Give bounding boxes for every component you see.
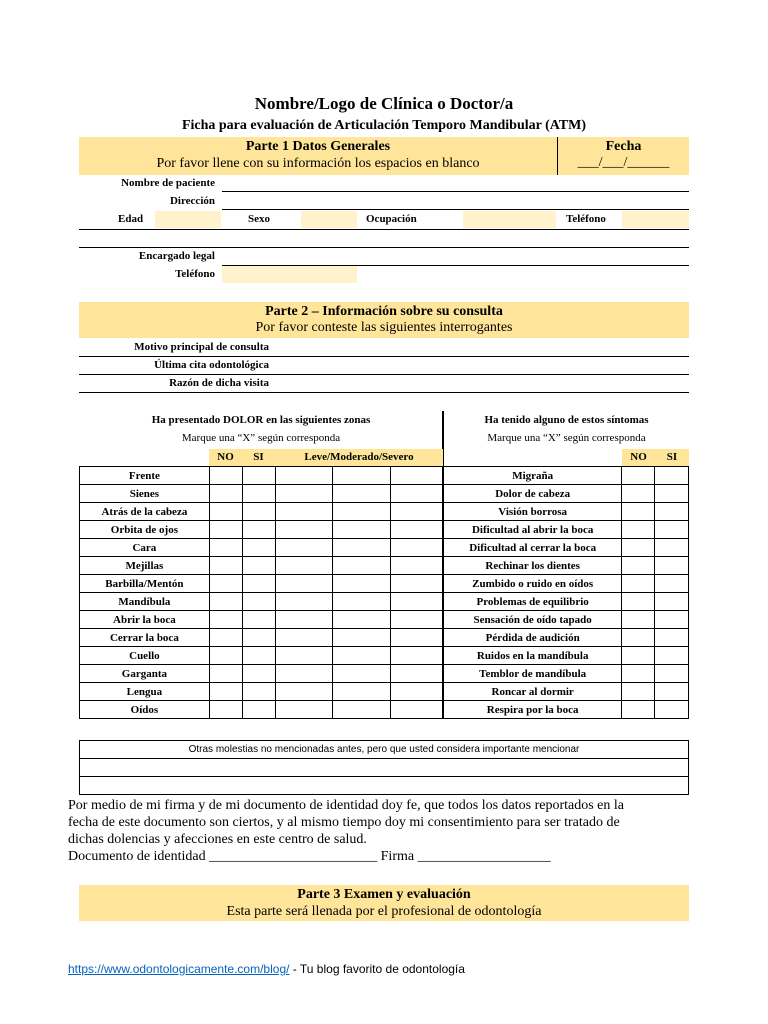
patient-name-field[interactable]: [222, 191, 689, 192]
pain-row: [80, 575, 443, 593]
symptom-no-checkbox[interactable]: [622, 485, 655, 503]
pain-row: [80, 665, 443, 683]
pain-si-checkbox[interactable]: [242, 521, 275, 539]
pain-leve-cell[interactable]: [275, 575, 333, 593]
pain-col-severity: Leve/Moderado/Severo: [304, 451, 414, 463]
pain-moderado-cell[interactable]: [333, 647, 391, 665]
pain-table: [79, 466, 443, 719]
symptom-row: [444, 611, 689, 629]
symptom-si-checkbox[interactable]: [655, 485, 689, 503]
pain-row: [80, 521, 443, 539]
part3-heading: Parte 3 Examen y evaluación: [297, 887, 471, 902]
symptom-row: [444, 485, 689, 503]
pain-no-checkbox[interactable]: [209, 647, 242, 665]
symptom-label: Problemas de equilibrio: [444, 593, 622, 611]
part1-instruction: Por favor llene con su información los espacios en blanco: [156, 156, 480, 171]
other-complaints-header-row: [80, 741, 689, 759]
symptom-row: [444, 665, 689, 683]
pain-zone-label: Atrás de la cabeza: [80, 503, 210, 521]
pain-moderado-cell[interactable]: [333, 683, 391, 701]
pain-moderado-cell[interactable]: [333, 629, 391, 647]
question-visit-reason-label: Razón de dicha visita: [169, 377, 269, 389]
symptom-no-checkbox[interactable]: [622, 503, 655, 521]
pain-moderado-cell[interactable]: [333, 467, 391, 485]
pain-si-checkbox[interactable]: [242, 683, 275, 701]
pain-severo-cell[interactable]: [391, 539, 443, 557]
pain-moderado-cell[interactable]: [333, 485, 391, 503]
symptom-label: Rechinar los dientes: [444, 557, 622, 575]
pain-leve-cell[interactable]: [275, 647, 333, 665]
symptom-label: Respira por la boca: [444, 701, 622, 719]
symptom-no-checkbox[interactable]: [622, 647, 655, 665]
pain-leve-cell[interactable]: [275, 611, 333, 629]
id-document-field[interactable]: Documento de identidad ________________________: [68, 849, 378, 864]
pain-moderado-cell[interactable]: [333, 593, 391, 611]
pain-no-checkbox[interactable]: [209, 701, 242, 719]
symptom-label: Dificultad al cerrar la boca: [444, 539, 622, 557]
pain-no-checkbox[interactable]: [209, 557, 242, 575]
occupation-label: Ocupación: [366, 213, 417, 225]
symptom-row: [444, 557, 689, 575]
pain-severo-cell[interactable]: [391, 647, 443, 665]
symptoms-col-no: NO: [630, 451, 647, 463]
pain-severo-cell[interactable]: [391, 629, 443, 647]
pain-col-headers: [209, 449, 443, 466]
symptom-si-checkbox[interactable]: [655, 503, 689, 521]
part3-header: [79, 885, 689, 921]
symptom-row: [444, 521, 689, 539]
pain-zone-label: Sienes: [80, 485, 210, 503]
pain-row: [80, 683, 443, 701]
signature-field[interactable]: Firma ___________________: [380, 849, 551, 864]
pain-severo-cell[interactable]: [391, 593, 443, 611]
symptom-si-checkbox[interactable]: [655, 575, 689, 593]
symptom-label: Temblor de mandíbula: [444, 665, 622, 683]
symptom-no-checkbox[interactable]: [622, 683, 655, 701]
pain-severo-cell[interactable]: [391, 503, 443, 521]
symptom-si-checkbox[interactable]: [655, 521, 689, 539]
pain-no-checkbox[interactable]: [209, 503, 242, 521]
symptoms-mark: Marque una “X” según corresponda: [487, 432, 646, 444]
symptom-no-checkbox[interactable]: [622, 665, 655, 683]
pain-si-checkbox[interactable]: [242, 503, 275, 521]
pain-leve-cell[interactable]: [275, 503, 333, 521]
symptom-label: Visión borrosa: [444, 503, 622, 521]
part1-header: [79, 137, 689, 175]
pain-leve-cell[interactable]: [275, 593, 333, 611]
pain-row: [80, 539, 443, 557]
pain-zone-label: Mejillas: [80, 557, 210, 575]
pain-zone-label: Mandíbula: [80, 593, 210, 611]
symptom-row: [444, 683, 689, 701]
pain-row: [80, 593, 443, 611]
address-field[interactable]: [222, 209, 689, 210]
date-label: Fecha: [605, 139, 642, 154]
pain-no-checkbox[interactable]: [209, 611, 242, 629]
symptom-label: Ruidos en la mandíbula: [444, 647, 622, 665]
age-label: Edad: [118, 213, 144, 225]
pain-moderado-cell[interactable]: [333, 701, 391, 719]
symptom-si-checkbox[interactable]: [655, 665, 689, 683]
pain-zone-label: Frente: [80, 467, 210, 485]
pain-si-checkbox[interactable]: [242, 611, 275, 629]
pain-severo-cell[interactable]: [391, 701, 443, 719]
symptom-row: [444, 593, 689, 611]
symptom-no-checkbox[interactable]: [622, 701, 655, 719]
pain-zone-label: Abrir la boca: [80, 611, 210, 629]
part1-heading: Parte 1 Datos Generales: [245, 139, 391, 154]
occupation-field[interactable]: [463, 211, 556, 228]
pain-leve-cell[interactable]: [275, 629, 333, 647]
symptom-si-checkbox[interactable]: [655, 593, 689, 611]
symptom-label: Dolor de cabeza: [444, 485, 622, 503]
pain-no-checkbox[interactable]: [209, 539, 242, 557]
pain-row: [80, 503, 443, 521]
pain-row: [80, 467, 443, 485]
question-last-visit-label: Última cita odontológica: [154, 359, 269, 371]
pain-si-checkbox[interactable]: [242, 557, 275, 575]
symptom-row: [444, 629, 689, 647]
pain-severo-cell[interactable]: [391, 665, 443, 683]
row-line: [79, 229, 689, 230]
pain-row: [80, 647, 443, 665]
symptom-row: [444, 467, 689, 485]
pain-zone-label: Barbilla/Mentón: [80, 575, 210, 593]
part3-instruction: Esta parte será llenada por el profesional de odontología: [226, 904, 542, 919]
address-label: Dirección: [169, 195, 215, 207]
symptom-si-checkbox[interactable]: [655, 557, 689, 575]
other-complaints-cell[interactable]: [80, 777, 689, 795]
pain-severo-cell[interactable]: [391, 611, 443, 629]
pain-zone-label: Lengua: [80, 683, 210, 701]
pain-col-no: NO: [217, 451, 234, 463]
symptom-row: [444, 539, 689, 557]
pain-row: [80, 485, 443, 503]
symptom-si-checkbox[interactable]: [655, 701, 689, 719]
pain-row: [80, 629, 443, 647]
pain-row: [80, 557, 443, 575]
pain-zone-label: Garganta: [80, 665, 210, 683]
symptom-no-checkbox[interactable]: [622, 629, 655, 647]
pain-si-checkbox[interactable]: [242, 665, 275, 683]
symptom-si-checkbox[interactable]: [655, 611, 689, 629]
pain-moderado-cell[interactable]: [333, 557, 391, 575]
pain-moderado-cell[interactable]: [333, 665, 391, 683]
patient-name-label: Nombre de paciente: [121, 177, 215, 189]
sex-field[interactable]: [301, 211, 357, 228]
part2-heading: Parte 2 – Información sobre su consulta: [265, 304, 503, 319]
pain-leve-cell[interactable]: [275, 485, 333, 503]
pain-leve-cell[interactable]: [275, 701, 333, 719]
symptoms-table: [443, 466, 689, 719]
pain-moderado-cell[interactable]: [333, 539, 391, 557]
pain-severo-cell[interactable]: [391, 485, 443, 503]
other-complaints-table: [79, 740, 689, 795]
other-complaints-row[interactable]: [80, 759, 689, 777]
pain-si-checkbox[interactable]: [242, 647, 275, 665]
footer: [68, 962, 465, 976]
question-last-visit-field[interactable]: [79, 374, 689, 375]
pain-table-body: [80, 467, 443, 719]
guardian-phone-field[interactable]: [222, 266, 357, 283]
other-complaints-cell[interactable]: [80, 759, 689, 777]
age-field[interactable]: [155, 211, 221, 228]
question-reason-field[interactable]: [79, 356, 689, 357]
pain-severo-cell[interactable]: [391, 683, 443, 701]
pain-no-checkbox[interactable]: [209, 521, 242, 539]
symptom-row: [444, 701, 689, 719]
symptom-label: Migraña: [444, 467, 622, 485]
symptom-row: [444, 575, 689, 593]
question-visit-reason-field[interactable]: [79, 392, 689, 393]
pain-si-checkbox[interactable]: [242, 701, 275, 719]
pain-severo-cell[interactable]: [391, 575, 443, 593]
symptom-si-checkbox[interactable]: [655, 629, 689, 647]
blog-tagline: - Tu blog favorito de odontología: [289, 962, 465, 976]
pain-leve-cell[interactable]: [275, 521, 333, 539]
date-field[interactable]: ___/___/______: [577, 155, 670, 170]
pain-no-checkbox[interactable]: [209, 665, 242, 683]
symptom-no-checkbox[interactable]: [622, 593, 655, 611]
pain-no-checkbox[interactable]: [209, 593, 242, 611]
pain-no-checkbox[interactable]: [209, 575, 242, 593]
phone-field[interactable]: [622, 211, 689, 228]
pain-si-checkbox[interactable]: [242, 575, 275, 593]
pain-si-checkbox[interactable]: [242, 629, 275, 647]
pain-moderado-cell[interactable]: [333, 503, 391, 521]
pain-zone-label: Orbita de ojos: [80, 521, 210, 539]
pain-leve-cell[interactable]: [275, 467, 333, 485]
phone-label: Teléfono: [566, 213, 606, 225]
symptoms-title: Ha tenido alguno de estos síntomas: [484, 414, 649, 426]
pain-severo-cell[interactable]: [391, 521, 443, 539]
symptom-label: Pérdida de audición: [444, 629, 622, 647]
pain-si-checkbox[interactable]: [242, 539, 275, 557]
part2-instruction: Por favor conteste las siguientes interrogantes: [255, 320, 513, 335]
blog-link[interactable]: https://www.odontologicamente.com/blog/: [68, 962, 290, 976]
symptoms-col-si: SI: [666, 451, 678, 463]
symptom-no-checkbox[interactable]: [622, 575, 655, 593]
signature-row: [68, 848, 624, 865]
pain-leve-cell[interactable]: [275, 665, 333, 683]
symptom-si-checkbox[interactable]: [655, 647, 689, 665]
consent-line: Por medio de mi firma y de mi documento de identidad doy fe, que todos los datos reportados en la: [68, 798, 624, 813]
pain-mark: Marque una “X” según corresponda: [181, 432, 341, 444]
symptom-row: [444, 647, 689, 665]
consent-line: fecha de este documento son ciertos, y al mismo tiempo doy mi consentimiento para ser tratado de: [68, 815, 620, 830]
pain-col-si: SI: [253, 451, 264, 463]
question-reason-label: Motivo principal de consulta: [134, 341, 269, 353]
symptom-label: Sensación de oído tapado: [444, 611, 622, 629]
pain-no-checkbox[interactable]: [209, 683, 242, 701]
pain-si-checkbox[interactable]: [242, 467, 275, 485]
pain-zone-label: Cara: [80, 539, 210, 557]
pain-zone-label: Cerrar la boca: [80, 629, 210, 647]
pain-severo-cell[interactable]: [391, 557, 443, 575]
consent-line: dichas dolencias y afecciones en este centro de salud.: [68, 832, 367, 847]
symptoms-col-headers: [622, 449, 689, 466]
pain-si-checkbox[interactable]: [242, 485, 275, 503]
pain-no-checkbox[interactable]: [209, 485, 242, 503]
symptom-si-checkbox[interactable]: [655, 539, 689, 557]
symptom-no-checkbox[interactable]: [622, 611, 655, 629]
pain-leve-cell[interactable]: [275, 557, 333, 575]
pain-zone-label: Cuello: [80, 647, 210, 665]
symptom-label: Roncar al dormir: [444, 683, 622, 701]
pain-title: Ha presentado DOLOR en las siguientes zonas: [151, 414, 371, 426]
symptoms-table-body: [444, 467, 689, 719]
guardian-phone-label: Teléfono: [175, 268, 215, 280]
pain-row: [80, 611, 443, 629]
symptom-label: Zumbido o ruido en oídos: [444, 575, 622, 593]
symptom-no-checkbox[interactable]: [622, 467, 655, 485]
symptom-no-checkbox[interactable]: [622, 521, 655, 539]
pain-moderado-cell[interactable]: [333, 575, 391, 593]
blank-line: [79, 247, 689, 248]
pain-si-checkbox[interactable]: [242, 593, 275, 611]
symptom-label: Dificultad al abrir la boca: [444, 521, 622, 539]
pain-zone-label: Oídos: [80, 701, 210, 719]
symptom-si-checkbox[interactable]: [655, 683, 689, 701]
symptom-si-checkbox[interactable]: [655, 467, 689, 485]
pain-no-checkbox[interactable]: [209, 467, 242, 485]
part2-header: [79, 302, 689, 338]
pain-moderado-cell[interactable]: [333, 611, 391, 629]
symptom-row: [444, 503, 689, 521]
pain-moderado-cell[interactable]: [333, 521, 391, 539]
pain-leve-cell[interactable]: [275, 539, 333, 557]
pain-no-checkbox[interactable]: [209, 629, 242, 647]
symptom-no-checkbox[interactable]: [622, 539, 655, 557]
form-subtitle: Ficha para evaluación de Articulación Temporo Mandibular (ATM): [181, 118, 587, 133]
symptom-no-checkbox[interactable]: [622, 557, 655, 575]
other-complaints-label: Otras molestias no mencionadas antes, pero que usted considera importante mencionar: [80, 741, 689, 759]
sex-label: Sexo: [248, 213, 270, 225]
pain-row: [80, 701, 443, 719]
consent-text: [68, 797, 624, 865]
pain-leve-cell[interactable]: [275, 683, 333, 701]
guardian-label: Encargado legal: [138, 250, 215, 262]
clinic-title: Nombre/Logo de Clínica o Doctor/a: [254, 94, 514, 113]
pain-severo-cell[interactable]: [391, 467, 443, 485]
other-complaints-row[interactable]: [80, 777, 689, 795]
